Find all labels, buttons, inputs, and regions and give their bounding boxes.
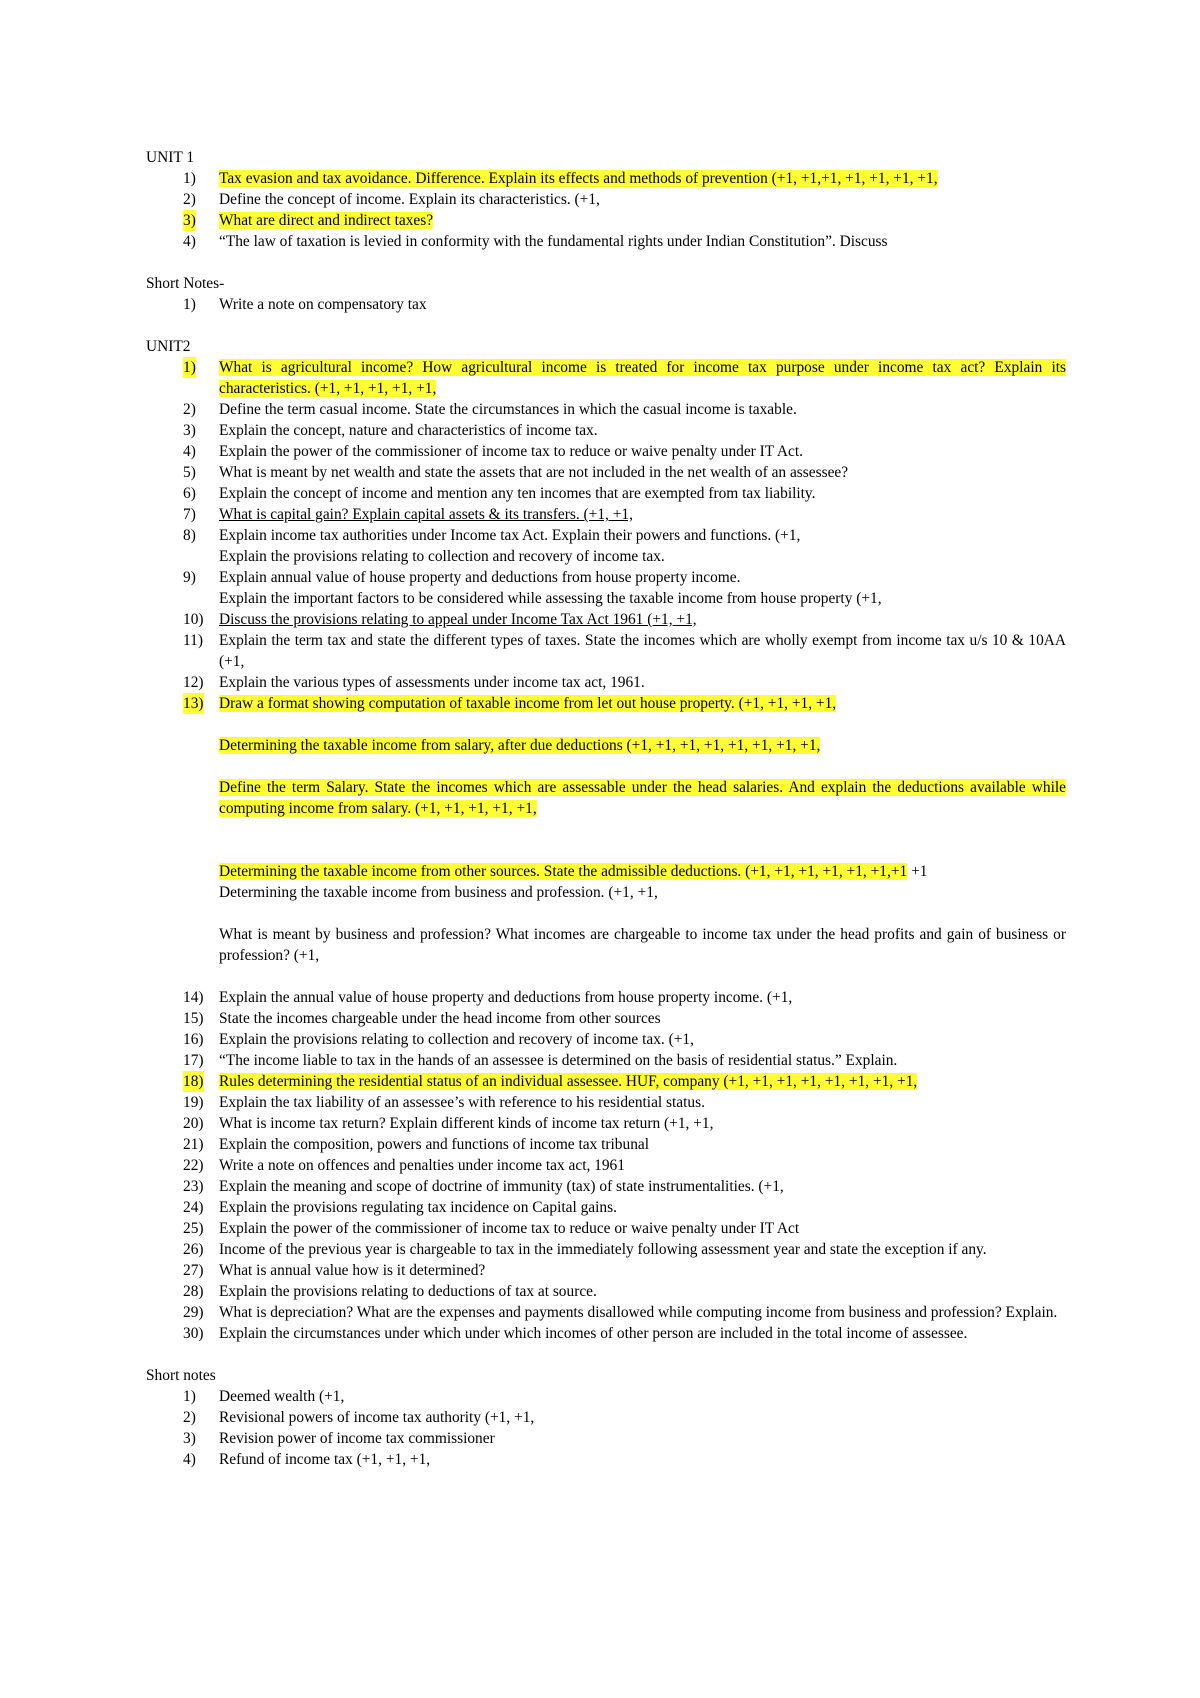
list-number: 21) — [183, 1136, 204, 1153]
list-number: 27) — [183, 1262, 204, 1279]
unit2-question-5 — [146, 462, 1066, 483]
question-text: What is annual value how is it determined? — [219, 1262, 486, 1279]
sub-item-text: Determining the taxable income from other sources. State the admissible deductions. (+1, +1, +1, +1, +1, +1,+1 — [219, 863, 908, 880]
unit2-question-3 — [146, 420, 1066, 441]
unit2-question-14 — [146, 987, 1066, 1008]
sub-item-text: Define the term Salary. State the incomes which are assessable under the head salaries. And explain the deductions available while computing income from salary. (+1, +1, +1, +1, +1, — [219, 779, 1066, 817]
list-number: 1) — [183, 1388, 196, 1405]
question-text: State the incomes chargeable under the head income from other sources — [219, 1010, 661, 1027]
unit1-short-note-1 — [146, 294, 1066, 315]
unit1-heading: UNIT 1 — [146, 149, 195, 166]
list-number: 2) — [183, 401, 196, 418]
question-text: “The income liable to tax in the hands of an assessee is determined on the basis of residential status.” Explain. — [219, 1052, 898, 1069]
question-text: Explain the annual value of house property and deductions from house property income. (+1, — [219, 989, 793, 1006]
unit2-question-16 — [146, 1029, 1066, 1050]
question-text: Explain the concept of income and mention any ten incomes that are exempted from tax liability. — [219, 485, 816, 502]
unit2-question-22 — [146, 1155, 1066, 1176]
unit2-question-13 — [146, 693, 1066, 714]
list-number: 1) — [183, 359, 196, 376]
question-text: What is capital gain? Explain capital assets & its transfers. (+1, +1, — [219, 506, 633, 523]
list-number: 4) — [183, 443, 196, 460]
list-number: 22) — [183, 1157, 204, 1174]
question-text: “The law of taxation is levied in conformity with the fundamental rights under Indian Constitution”. Discuss — [219, 233, 888, 250]
list-number: 1) — [183, 296, 196, 313]
note-text: Revision power of income tax commissioner — [219, 1430, 495, 1447]
list-number: 24) — [183, 1199, 204, 1216]
unit2-question-10 — [146, 609, 1066, 630]
question-text: Explain the concept, nature and characteristics of income tax. — [219, 422, 598, 439]
question-text: Write a note on offences and penalties under income tax act, 1961 — [219, 1157, 625, 1174]
spacer — [146, 966, 1066, 987]
question-text: Discuss the provisions relating to appeal under Income Tax Act 1961 (+1, +1, — [219, 611, 697, 628]
question-text: What are direct and indirect taxes? — [219, 212, 434, 229]
question-text: Explain the provisions regulating tax incidence on Capital gains. — [219, 1199, 617, 1216]
list-number: 12) — [183, 674, 204, 691]
question-text: Explain the power of the commissioner of income tax to reduce or waive penalty under IT Act — [219, 1220, 800, 1237]
unit2-short-note-2 — [146, 1407, 1066, 1428]
unit2-question-25 — [146, 1218, 1066, 1239]
unit1-question-3 — [146, 210, 1066, 231]
unit2-question-20 — [146, 1113, 1066, 1134]
note-text: Write a note on compensatory tax — [219, 296, 427, 313]
unit2-short-note-3 — [146, 1428, 1066, 1449]
question-text: Draw a format showing computation of taxable income from let out house property. (+1, +1, +1, +1, — [219, 695, 837, 712]
sub-item-text: What is meant by business and profession? What incomes are chargeable to income tax under the head profits and gain of business or profession? (+1, — [219, 926, 1066, 964]
list-number: 7) — [183, 506, 196, 523]
list-number: 19) — [183, 1094, 204, 1111]
list-number: 9) — [183, 569, 196, 586]
spacer — [146, 1344, 1066, 1365]
list-number: 2) — [183, 1409, 196, 1426]
spacer — [146, 714, 1066, 735]
unit2-question-8 — [146, 525, 1066, 567]
sub-item-text: Determining the taxable income from salary, after due deductions (+1, +1, +1, +1, +1, +1, +1, +1, — [219, 737, 821, 754]
question-text: Explain income tax authorities under Income tax Act. Explain their powers and functions. (+1, — [219, 527, 801, 544]
question-text: Define the term casual income. State the circumstances in which the casual income is taxable. — [219, 401, 797, 418]
list-number: 8) — [183, 527, 196, 544]
question-text: Explain the circumstances under which under which incomes of other person are included in the total income of assessee. — [219, 1325, 968, 1342]
list-number: 23) — [183, 1178, 204, 1195]
sub-item-salary-deductions — [146, 735, 1066, 756]
list-number: 30) — [183, 1325, 204, 1342]
sub-item-tail-text: +1 — [907, 863, 928, 880]
spacer — [146, 252, 1066, 273]
question-text: Explain annual value of house property and deductions from house property income. — [219, 569, 741, 586]
unit1-question-4 — [146, 231, 1066, 252]
spacer — [146, 315, 1066, 336]
question-text: Explain the meaning and scope of doctrine of immunity (tax) of state instrumentalities. (+1, — [219, 1178, 784, 1195]
sub-item-other-sources — [146, 861, 1066, 882]
unit2-question-6 — [146, 483, 1066, 504]
note-text: Revisional powers of income tax authority (+1, +1, — [219, 1409, 535, 1426]
list-number: 29) — [183, 1304, 204, 1321]
unit2-question-18 — [146, 1071, 1066, 1092]
question-text: Explain the composition, powers and functions of income tax tribunal — [219, 1136, 649, 1153]
spacer — [146, 840, 1066, 861]
list-number: 2) — [183, 191, 196, 208]
unit2-question-4 — [146, 441, 1066, 462]
unit2-question-21 — [146, 1134, 1066, 1155]
question-text: Explain the tax liability of an assessee’s with reference to his residential status. — [219, 1094, 705, 1111]
list-number: 1) — [183, 170, 196, 187]
unit2-question-1 — [146, 357, 1066, 399]
unit2-question-17 — [146, 1050, 1066, 1071]
list-number: 13) — [183, 695, 204, 712]
list-number: 25) — [183, 1220, 204, 1237]
spacer — [146, 756, 1066, 777]
unit1-question-1 — [146, 168, 1066, 189]
unit2-question-12 — [146, 672, 1066, 693]
list-number: 17) — [183, 1052, 204, 1069]
unit2-question-28 — [146, 1281, 1066, 1302]
question-text: Explain the provisions relating to deductions of tax at source. — [219, 1283, 597, 1300]
unit2-short-note-1 — [146, 1386, 1066, 1407]
unit2-question-9 — [146, 567, 1066, 609]
sub-item-business-profession — [146, 882, 1066, 903]
unit1-short-notes-heading: Short Notes- — [146, 275, 225, 292]
list-number: 15) — [183, 1010, 204, 1027]
spacer — [146, 819, 1066, 840]
list-number: 4) — [183, 233, 196, 250]
question-text: Income of the previous year is chargeable to tax in the immediately following assessment year and state the exception if any. — [219, 1241, 987, 1258]
question-extra-text: Explain the provisions relating to collection and recovery of income tax. — [219, 548, 665, 565]
sub-item-business-meaning — [146, 924, 1066, 966]
unit2-question-15 — [146, 1008, 1066, 1029]
unit2-short-note-4 — [146, 1449, 1066, 1470]
unit2-question-24 — [146, 1197, 1066, 1218]
note-text: Deemed wealth (+1, — [219, 1388, 345, 1405]
question-text: What is income tax return? Explain different kinds of income tax return (+1, +1, — [219, 1115, 714, 1132]
spacer — [146, 903, 1066, 924]
unit2-question-11 — [146, 630, 1066, 672]
question-extra-text: Explain the important factors to be considered while assessing the taxable income from house property (+1, — [219, 590, 882, 607]
question-text: Tax evasion and tax avoidance. Difference. Explain its effects and methods of prevention (+1, +1,+1, +1, +1, +1, +1, — [219, 170, 938, 187]
list-number: 10) — [183, 611, 204, 628]
unit2-question-29 — [146, 1302, 1066, 1323]
question-text: Rules determining the residential status of an individual assessee. HUF, company (+1, +1, +1, +1, +1, +1, +1, +1, — [219, 1073, 918, 1090]
question-text: What is agricultural income? How agricultural income is treated for income tax purpose under income tax act? Explain its characteristics. (+1, +1, +1, +1, +1, — [219, 359, 1066, 397]
unit2-question-27 — [146, 1260, 1066, 1281]
unit2-question-2 — [146, 399, 1066, 420]
list-number: 28) — [183, 1283, 204, 1300]
question-text: Explain the various types of assessments under income tax act, 1961. — [219, 674, 645, 691]
question-text: What is depreciation? What are the expenses and payments disallowed while computing income from business and profession? Explain. — [219, 1304, 1058, 1321]
list-number: 5) — [183, 464, 196, 481]
list-number: 4) — [183, 1451, 196, 1468]
list-number: 3) — [183, 422, 196, 439]
unit2-question-30 — [146, 1323, 1066, 1344]
unit2-question-23 — [146, 1176, 1066, 1197]
list-number: 26) — [183, 1241, 204, 1258]
question-text: What is meant by net wealth and state the assets that are not included in the net wealth of an assessee? — [219, 464, 849, 481]
note-text: Refund of income tax (+1, +1, +1, — [219, 1451, 431, 1468]
unit2-question-7 — [146, 504, 1066, 525]
list-number: 18) — [183, 1073, 204, 1090]
list-number: 11) — [183, 632, 203, 649]
unit2-question-19 — [146, 1092, 1066, 1113]
sub-item-text: Determining the taxable income from business and profession. (+1, +1, — [219, 884, 658, 901]
question-text: Explain the power of the commissioner of income tax to reduce or waive penalty under IT Act. — [219, 443, 803, 460]
question-text: Define the concept of income. Explain its characteristics. (+1, — [219, 191, 600, 208]
question-text: Explain the provisions relating to collection and recovery of income tax. (+1, — [219, 1031, 694, 1048]
unit2-heading: UNIT2 — [146, 338, 191, 355]
list-number: 6) — [183, 485, 196, 502]
list-number: 3) — [183, 212, 196, 229]
sub-item-salary-definition — [146, 777, 1066, 819]
unit2-question-26 — [146, 1239, 1066, 1260]
list-number: 20) — [183, 1115, 204, 1132]
unit1-question-2 — [146, 189, 1066, 210]
question-text: Explain the term tax and state the different types of taxes. State the incomes which are wholly exempt from income tax u/s 10 & 10AA (+1, — [219, 632, 1066, 670]
list-number: 16) — [183, 1031, 204, 1048]
document-content — [146, 147, 1066, 1470]
list-number: 3) — [183, 1430, 196, 1447]
unit2-short-notes-heading: Short notes — [146, 1367, 216, 1384]
list-number: 14) — [183, 989, 204, 1006]
